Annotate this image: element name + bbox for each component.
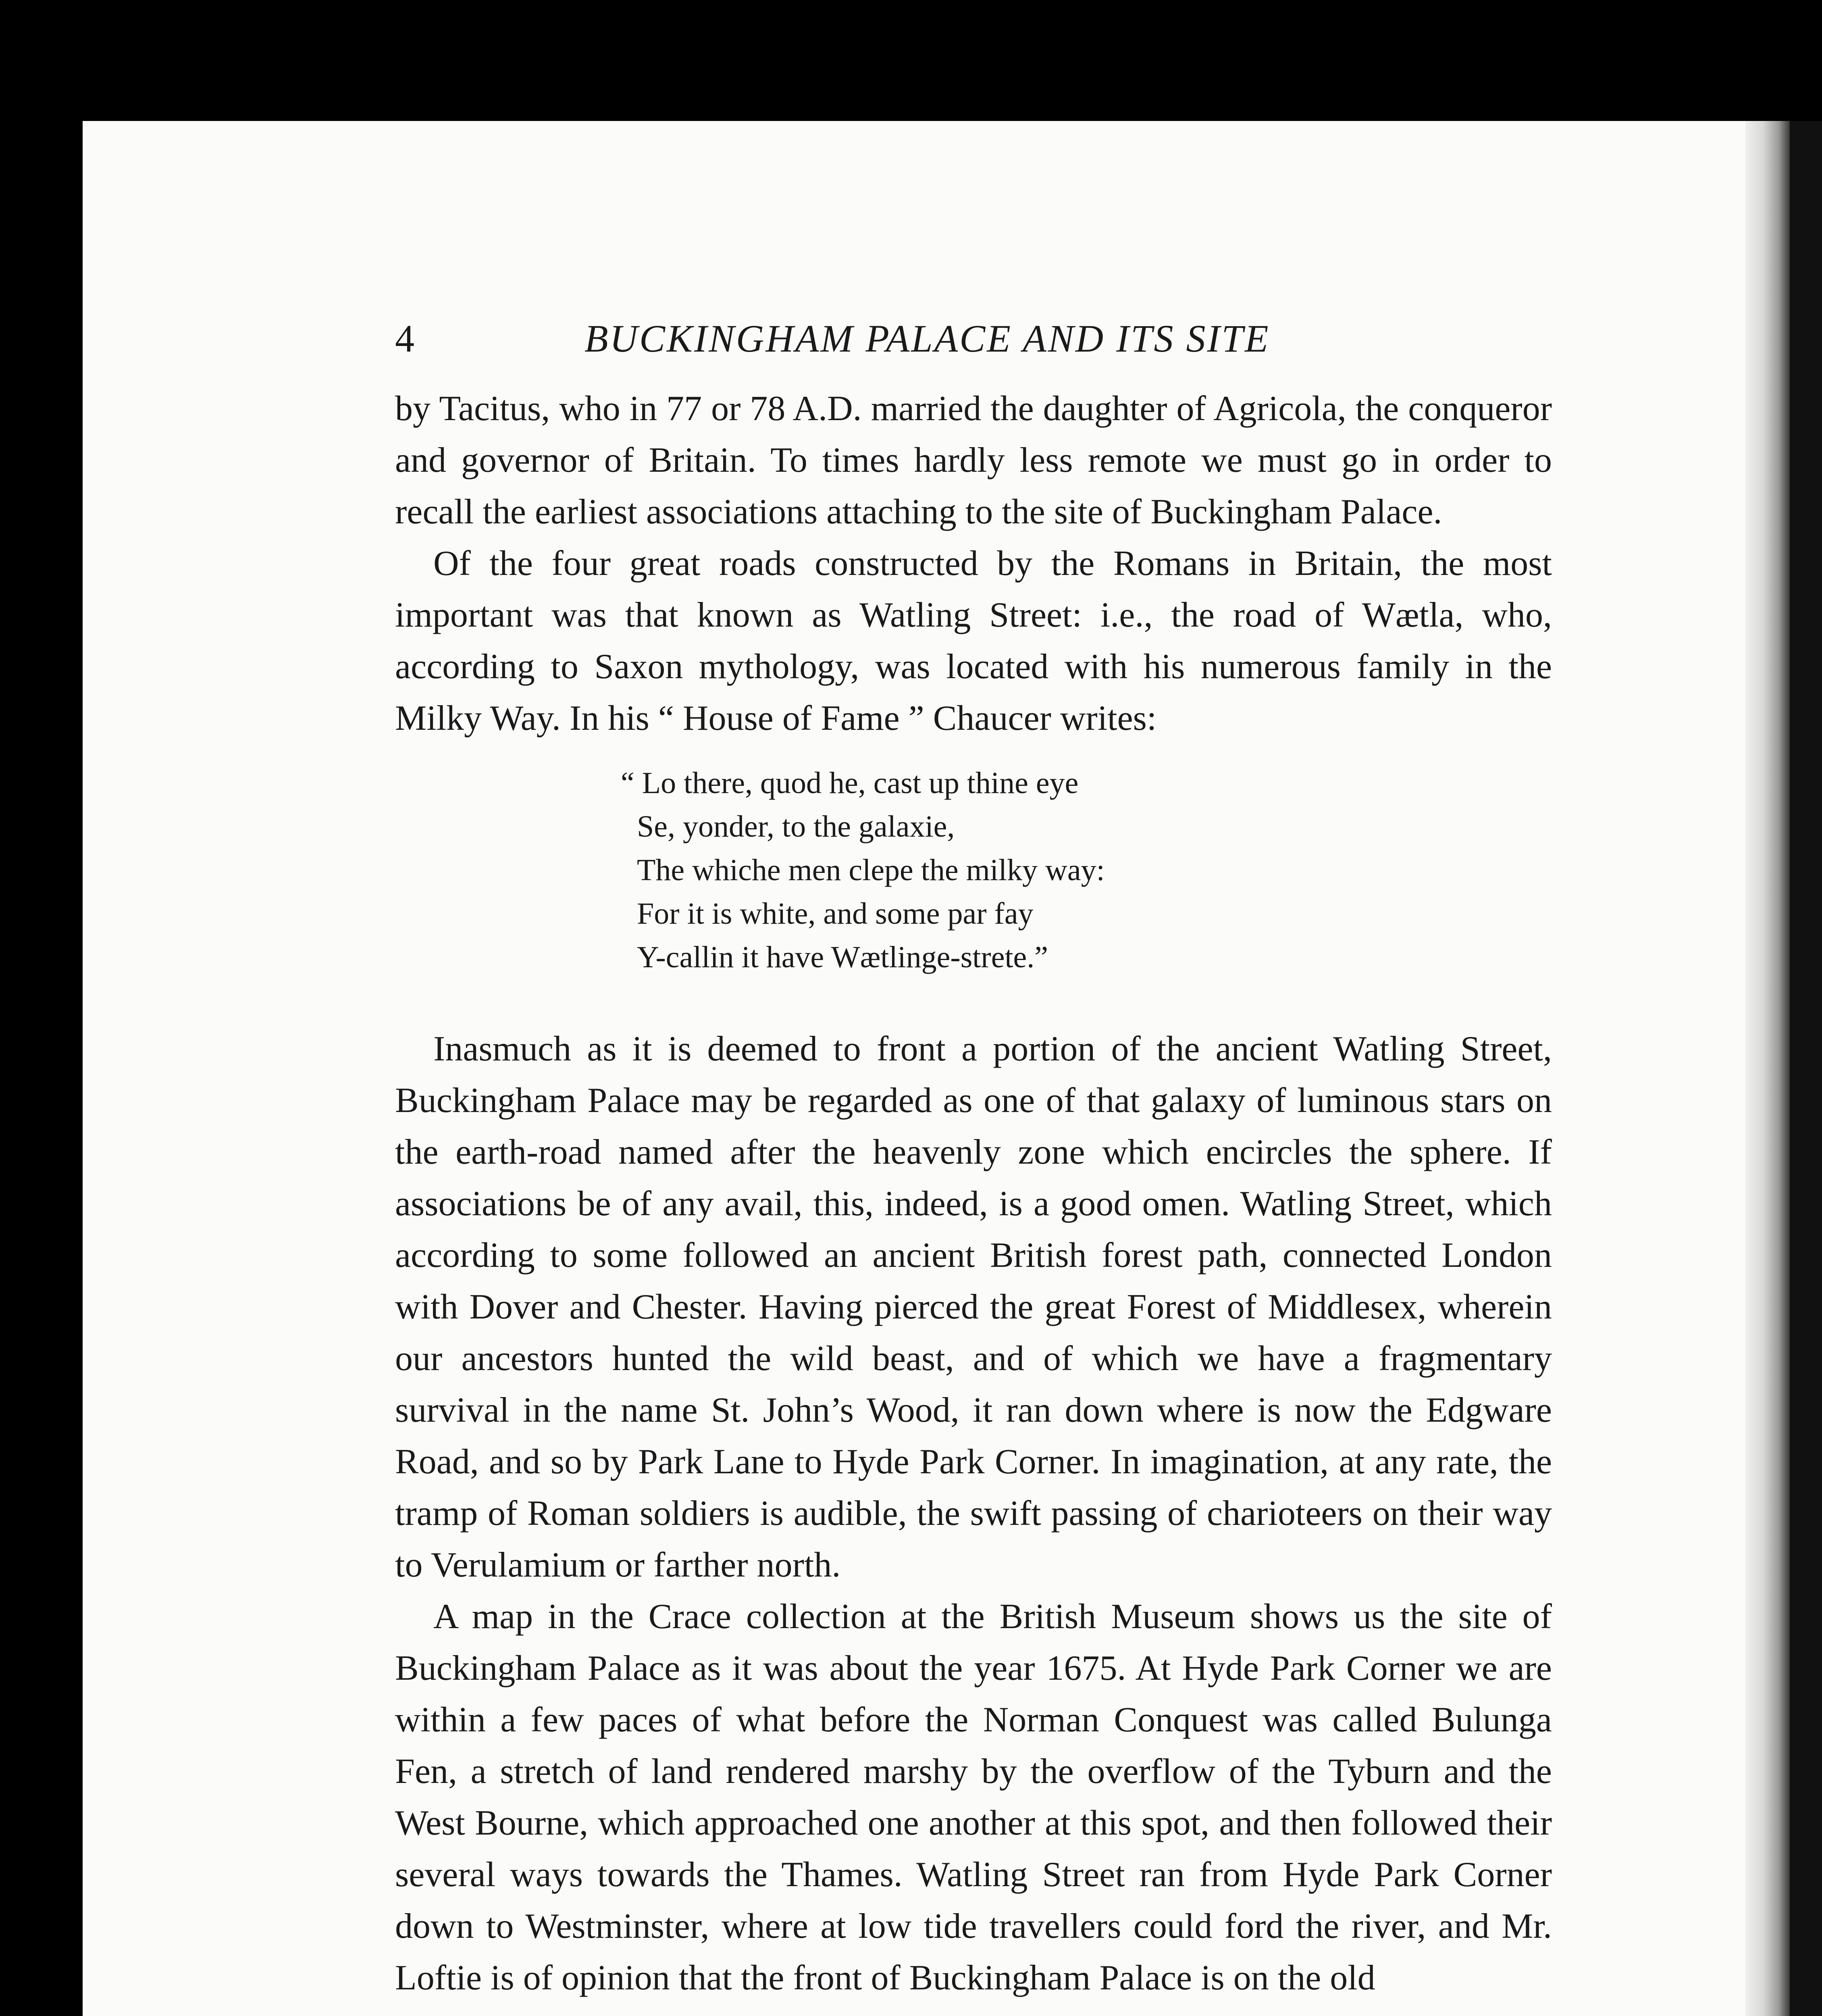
paragraph-continuation: by Tacitus, who in 77 or 78 A.D. married the daughter of Agricola, the conqueror and governor of Britain. To times hardly less remote we must go in order to recall the earliest associations attaching to the site of Buckingham Palace. (395, 389, 1552, 531)
page-edge-shadow (1790, 121, 1822, 2016)
body-text (395, 383, 1552, 2004)
running-head (395, 312, 1371, 365)
paragraph-watling-street: Of the four great roads constructed by the Romans in Britain, the most important was that known as Watling Street: i.e., the road of Wætla, who, according to Saxon mythology, was located with his numerous family in the Milky Way. In his “ House of Fame ” Chaucer writes: (395, 544, 1552, 738)
page-edge (1745, 121, 1790, 2016)
verse-line: “ Lo there, quod he, cast up thine eye (621, 766, 1079, 800)
running-title: BUCKINGHAM PALACE AND ITS SITE (584, 317, 1270, 360)
verse-line: The whiche men clepe the milky way: (637, 853, 1105, 887)
page-number: 4 (395, 317, 414, 360)
verse-line: Y-callin it have Wætlinge-strete.” (637, 940, 1048, 974)
verse-line: For it is white, and some par fay (637, 897, 1034, 931)
paragraph-crace-map: A map in the Crace collection at the British Museum shows us the site of Buckingham Palace as it was about the year 1675. At Hyde Park Corner we are within a few paces of what before the Norman Conquest was called Bulunga Fen, a stretch of land rendered marshy by the overflow of the Tyburn and the West Bourne, which approached one another at this spot, and then followed their several ways towards the Thames. Watling Street ran from Hyde Park Corner down to Westminster, where at low tide travellers could ford the river, and Mr. Loftie is of opinion that the front of Buckingham Palace is on the old (395, 1597, 1552, 1997)
chaucer-quotation (395, 761, 1552, 979)
paragraph-galaxy: Inasmuch as it is deemed to front a portion of the ancient Watling Street, Buckingham Palace may be regarded as one of that galaxy of luminous stars on the earth-road named after the heavenly zone which encircles the sphere. If associations be of any avail, this, indeed, is a good omen. Watling Street, which according to some followed an ancient British forest path, connected London with Dover and Chester. Having pierced the great Forest of Middlesex, wherein our ancestors hunted the wild beast, and of which we have a fragmentary survival in the name St. John’s Wood, it ran down where is now the Edgware Road, and so by Park Lane to Hyde Park Corner. In imagination, at any rate, the tramp of Roman soldiers is audible, the swift passing of charioteers on their way to Verulamium or farther north. (395, 1029, 1552, 1585)
verse-line: Se, yonder, to the galaxie, (637, 810, 955, 843)
